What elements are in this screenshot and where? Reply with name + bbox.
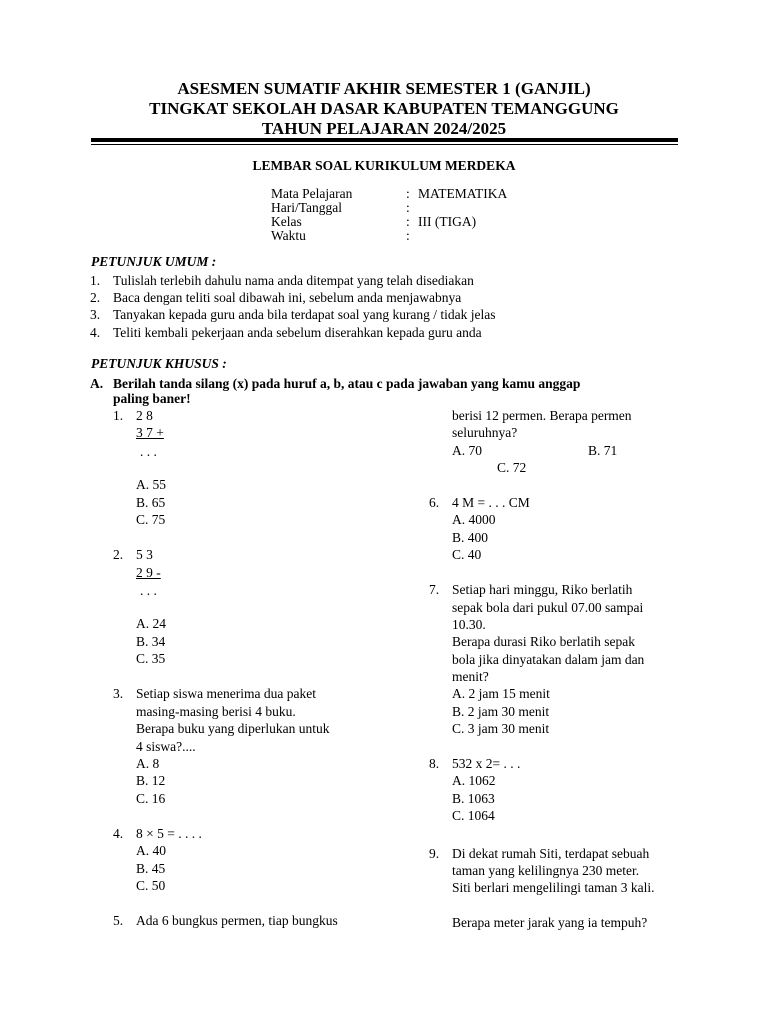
list-number: 1.: [90, 273, 101, 288]
section-instruction-cont: paling baner!: [113, 391, 191, 406]
option-a[interactable]: A. 40: [136, 843, 166, 858]
exam-title-line-2: TINGKAT SEKOLAH DASAR KABUPATEN TEMANGGUNG: [149, 99, 619, 118]
question-text: Setiap siswa menerima dua paket: [136, 686, 316, 701]
question-text: menit?: [452, 669, 489, 684]
answer-blank: . . .: [140, 583, 157, 598]
question-text: seluruhnya?: [452, 425, 518, 440]
option-c[interactable]: C. 3 jam 30 menit: [452, 721, 550, 736]
subtrahend: 2 9 -: [136, 565, 161, 580]
option-b[interactable]: B. 12: [136, 773, 166, 788]
option-b[interactable]: B. 2 jam 30 menit: [452, 704, 550, 719]
option-a[interactable]: A. 4000: [452, 512, 496, 527]
question-text: Setiap hari minggu, Riko berlatih: [452, 582, 633, 597]
specific-instructions-heading: PETUNJUK KHUSUS :: [91, 356, 227, 371]
question-text: Berapa meter jarak yang ia tempuh?: [452, 915, 648, 930]
info-value: MATEMATIKA: [418, 186, 508, 201]
question-text: 10.30.: [452, 617, 486, 632]
question-number: 9.: [429, 846, 440, 861]
info-label: Kelas: [271, 214, 302, 229]
option-b[interactable]: B. 71: [588, 443, 618, 458]
question-text: 532 x 2= . . .: [452, 756, 521, 771]
question-text: Berapa buku yang diperlukan untuk: [136, 721, 330, 736]
list-number: 3.: [90, 307, 101, 322]
option-c[interactable]: C. 1064: [452, 808, 495, 823]
question-text: Siti berlari mengelilingi taman 3 kali.: [452, 880, 655, 895]
header-rule-thin: [91, 144, 678, 145]
option-b[interactable]: B. 45: [136, 861, 166, 876]
addend-top: 2 8: [136, 408, 153, 423]
question-number: 6.: [429, 495, 440, 510]
info-label: Hari/Tanggal: [271, 200, 343, 215]
info-separator: :: [406, 200, 410, 215]
question-number: 5.: [113, 913, 124, 928]
exam-title-line-1: ASESMEN SUMATIF AKHIR SEMESTER 1 (GANJIL): [177, 79, 591, 98]
question-text: Ada 6 bungkus permen, tiap bungkus: [136, 913, 338, 928]
option-b[interactable]: B. 1063: [452, 791, 495, 806]
option-c[interactable]: C. 40: [452, 547, 482, 562]
question-text: Berapa durasi Riko berlatih sepak: [452, 634, 635, 649]
option-c[interactable]: C. 72: [497, 460, 527, 475]
list-item: Tanyakan kepada guru anda bila terdapat soal yang kurang / tidak jelas: [113, 307, 496, 322]
question-number: 8.: [429, 756, 440, 771]
question-number: 3.: [113, 686, 124, 701]
info-label: Mata Pelajaran: [271, 186, 353, 201]
general-instructions-heading: PETUNJUK UMUM :: [91, 254, 217, 269]
question-number: 7.: [429, 582, 440, 597]
option-c[interactable]: C. 75: [136, 512, 166, 527]
option-b[interactable]: B. 34: [136, 634, 166, 649]
question-text: sepak bola dari pukul 07.00 sampai: [452, 600, 644, 615]
info-separator: :: [406, 186, 410, 201]
question-text: Di dekat rumah Siti, terdapat sebuah: [452, 846, 650, 861]
option-b[interactable]: B. 65: [136, 495, 166, 510]
info-separator: :: [406, 228, 410, 243]
question-text: masing-masing berisi 4 buku.: [136, 704, 296, 719]
option-c[interactable]: C. 35: [136, 651, 166, 666]
list-item: Baca dengan teliti soal dibawah ini, sebelum anda menjawabnya: [113, 290, 462, 305]
option-a[interactable]: A. 55: [136, 477, 166, 492]
list-item: Teliti kembali pekerjaan anda sebelum diserahkan kepada guru anda: [113, 325, 482, 340]
addend-bottom: 3 7 +: [136, 425, 164, 440]
info-value: III (TIGA): [418, 214, 477, 229]
section-instruction: Berilah tanda silang (x) pada huruf a, b, atau c pada jawaban yang kamu anggap: [113, 376, 581, 391]
list-number: 2.: [90, 290, 101, 305]
minuend: 5 3: [136, 547, 153, 562]
question-number: 2.: [113, 547, 124, 562]
question-text: berisi 12 permen. Berapa permen: [452, 408, 632, 423]
header-rule-thick: [91, 138, 678, 142]
question-text: 4 siswa?....: [136, 739, 196, 754]
worksheet-subtitle: LEMBAR SOAL KURIKULUM MERDEKA: [252, 158, 516, 173]
info-separator: :: [406, 214, 410, 229]
list-number: 4.: [90, 325, 101, 340]
section-letter: A.: [90, 376, 104, 391]
option-c[interactable]: C. 50: [136, 878, 166, 893]
question-text: 4 M = . . . CM: [452, 495, 530, 510]
answer-blank: . . .: [140, 444, 157, 459]
option-b[interactable]: B. 400: [452, 530, 489, 545]
question-number: 1.: [113, 408, 124, 423]
question-text: 8 × 5 = . . . .: [136, 826, 202, 841]
question-text: bola jika dinyatakan dalam jam dan: [452, 652, 645, 667]
option-c[interactable]: C. 16: [136, 791, 166, 806]
option-a[interactable]: A. 2 jam 15 menit: [452, 686, 550, 701]
question-number: 4.: [113, 826, 124, 841]
option-a[interactable]: A. 70: [452, 443, 482, 458]
question-text: taman yang kelilingnya 230 meter.: [452, 863, 640, 878]
option-a[interactable]: A. 1062: [452, 773, 496, 788]
exam-title-line-3: TAHUN PELAJARAN 2024/2025: [261, 119, 507, 138]
info-label: Waktu: [271, 228, 306, 243]
option-a[interactable]: A. 24: [136, 616, 166, 631]
option-a[interactable]: A. 8: [136, 756, 160, 771]
list-item: Tulislah terlebih dahulu nama anda ditempat yang telah disediakan: [113, 273, 474, 288]
